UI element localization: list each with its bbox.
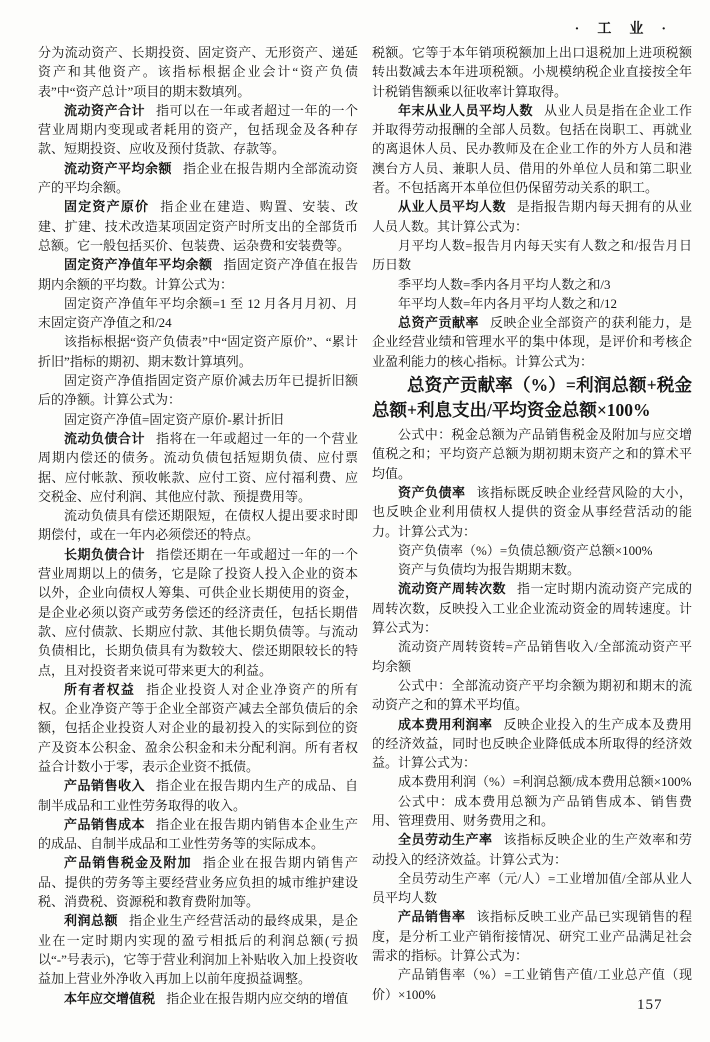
paragraph-text: 全员劳动生产率（元/人）=工业增加值/全部从业人员平均人数 (372, 870, 692, 906)
term-label: 长期负债合计 (64, 546, 145, 562)
term-label: 产品销售税金及附加 (64, 855, 192, 871)
term-label: 资产负债率 (398, 484, 466, 500)
page-number: 157 (637, 997, 663, 1013)
paragraph (38, 43, 358, 101)
term-label: 流动负债合计 (64, 430, 145, 446)
paragraph (372, 373, 692, 423)
paragraph-text: 该指标反映企业的生产效率和劳动投入的经济效益。计算公式为： (372, 832, 692, 867)
paragraph-text: 从业人员是指在企业工作并取得劳动报酬的全部人员数。包括在岗职工、再就业的离退休人员、民办教师及在企业工作的外方人员和港澳台方人员、兼职人员、借用的外单位人员和第二职业者。不包括离开本单位但仍保留劳动关系的职工。 (372, 102, 692, 196)
term-paragraph (38, 911, 358, 988)
term-label: 固定资产净值年平均余额 (64, 257, 213, 273)
term-label: 成本费用利润率 (398, 716, 493, 732)
term-paragraph (372, 313, 692, 371)
paragraph-text: 指企业在报告期内生产的成品、自制半成品和工业性劳务取得的收入。 (38, 778, 358, 813)
paragraph-text: 分为流动资产、长期投资、固定资产、无形资产、递延资产和其他资产。该指标根据企业会计“资产负债表”中“资产总计”项目的期末数填列。 (38, 45, 358, 99)
paragraph-text: 公式中：税金总额为产品销售税金及附加与应交增值税之和；平均资产总额为期初期末资产之和的算术平均值。 (372, 427, 692, 481)
two-column-text-area (38, 43, 692, 1008)
paragraph (38, 410, 358, 429)
paragraph-text: 流动负债具有偿还期限短，在债权人提出要求时即期偿付，或在一年内必须偿还的特点。 (38, 508, 358, 543)
term-paragraph (38, 429, 358, 506)
paragraph-text: 该指标反映工业产品已实现销售的程度，是分析工业产销衔接情况、研究工业产品满足社会需求的指标。计算公式为： (372, 909, 692, 964)
paragraph (372, 425, 692, 483)
term-paragraph (372, 715, 692, 773)
paragraph-text: 季平均人数=季内各月平均人数之和/3 (398, 276, 611, 292)
term-paragraph (372, 830, 692, 869)
paragraph-text: 指固定资产净值在报告期内余额的平均数。计算公式为： (38, 257, 358, 292)
term-paragraph (372, 579, 692, 637)
paragraph-text: 该指标既反映企业经营风险的大小，也反映企业利用债权人提供的资金从事经营活动的能力。计算公式为： (372, 484, 692, 539)
term-label: 本年应交增值税 (64, 990, 156, 1006)
term-paragraph (38, 545, 358, 680)
paragraph-text: 指企业在建造、购置、安装、改建、扩建、技术改造某项固定资产时所支出的全部货币总额。它一般包括买价、包装费、运杂费和安装费等。 (38, 199, 358, 253)
paragraph-text: 指企业生产经营活动的最终成果，是企业在一定时期内实现的盈亏相抵后的利润总额(亏损以“-”号表示)，它等于营业利润加上补贴收入加上投资收益加上营业外净收入再加上以前年度损益调整。 (38, 913, 358, 987)
paragraph-text: 指可以在一年或者超过一年的一个营业周期内变现或者耗用的资产，包括现金及各种存款、短期投资、应收及预付货款、存款等。 (38, 102, 358, 157)
term-label: 利润总额 (64, 913, 118, 929)
term-label: 产品销售成本 (64, 816, 145, 832)
term-paragraph (372, 197, 692, 236)
paragraph-text: 固定资产净值=固定资产原价-累计折旧 (64, 411, 284, 427)
paragraph (372, 236, 692, 275)
left-column (38, 43, 358, 1008)
term-paragraph (38, 159, 358, 198)
paragraph (372, 275, 692, 294)
term-paragraph (38, 101, 358, 159)
paragraph (372, 637, 692, 676)
paragraph-text: 税额。它等于本年销项税额加上出口退税加上进项税额转出数减去本年进项税额。小规模纳税企业直接按全年计税销售额乘以征收率计算取得。 (372, 45, 692, 99)
paragraph-text: 产品销售率（%）=工业销售产值/工业总产值（现价）×100% (372, 967, 692, 1002)
paragraph (38, 294, 358, 333)
term-paragraph (38, 989, 358, 1008)
paragraph-text: 月平均人数=报告月内每天实有人数之和/报告月日历日数 (372, 237, 692, 273)
paragraph-text: 指将在一年或超过一年的一个营业周期内偿还的债务。流动负债包括短期负债、应付票据、应付帐款、预收帐款、应付工资、应付福利费、应交税金、应付利润、其他应付款、预提费用等。 (38, 430, 358, 504)
paragraph-text: 流动资产周转资转=产品销售收入/全部流动资产平均余额 (372, 639, 692, 674)
paragraph-text: 反映企业全部资产的获利能力，是企业经营业绩和管理水平的集中体现，是评价和考核企业盈利能力的核心指标。计算公式为： (372, 315, 692, 369)
term-label: 产品销售收入 (64, 778, 145, 794)
paragraph-text: 指企业在报告期内销售本企业生产的成品、自制半成品和工业性劳务等的实际成本。 (38, 816, 358, 852)
term-label: 产品销售率 (398, 909, 466, 925)
paragraph-text: 资产与负债均为报告期期末数。 (398, 562, 581, 578)
term-paragraph (372, 907, 692, 965)
paragraph (38, 506, 358, 545)
term-paragraph (38, 776, 358, 815)
right-column (372, 43, 692, 1008)
paragraph-text: 公式中：成本费用总额为产品销售成本、销售费用、管理费用、财务费用之和。 (372, 793, 692, 828)
page-header-section-title: · 工 业 · (574, 22, 668, 37)
term-paragraph (372, 483, 692, 541)
term-paragraph (38, 255, 358, 294)
paragraph (372, 294, 692, 313)
paragraph-text: 指企业在报告期内应交纳的增值 (166, 990, 349, 1006)
term-paragraph (38, 853, 358, 911)
term-paragraph (38, 197, 358, 255)
paragraph-text: 指一定时期内流动资产完成的周转次数，反映投入工业企业流动资金的周转速度。计算公式为： (372, 581, 692, 636)
term-label: 流动资产周转次数 (398, 581, 506, 597)
paragraph-text: 指企业在报告期内全部流动资产的平均余额。 (38, 160, 358, 196)
term-label: 总资产贡献率 (398, 315, 479, 331)
paragraph-text: 总资产贡献率（%）=利润总额+税金总额+利息支出/平均资金总额×100% (372, 375, 692, 421)
paragraph (372, 869, 692, 908)
term-paragraph (38, 680, 358, 776)
term-label: 全员劳动生产率 (398, 832, 493, 848)
term-label: 从业人员平均人数 (398, 199, 506, 215)
paragraph-text: 年平均人数=年内各月平均人数之和/12 (398, 295, 617, 311)
paragraph-text: 公式中：全部流动资产平均余额为期初和期末的流动资产之和的算术平均值。 (372, 677, 692, 713)
paragraph-text: 该指标根据“资产负债表”中“固定资产原价”、“累计折旧”指标的期初、期末数计算填列。 (38, 334, 358, 369)
paragraph-text: 反映企业投入的生产成本及费用的经济效益，同时也反映企业降低成本所取得的经济效益。计算公式为： (372, 716, 692, 771)
paragraph-text: 是指报告期内每天拥有的从业人员人数。其计算公式为： (372, 199, 692, 234)
paragraph-text: 固定资产净值年平均余额=1 至 12 月各月月初、月末固定资产净值之和/24 (38, 295, 358, 331)
term-label: 流动资产合计 (64, 102, 145, 118)
paragraph-text: 固定资产净值指固定资产原价减去历年已提折旧额后的净额。计算公式为： (38, 373, 358, 408)
term-label: 流动资产平均余额 (64, 160, 172, 176)
paragraph (372, 43, 692, 101)
paragraph (38, 371, 358, 410)
paragraph (372, 792, 692, 831)
term-paragraph (372, 101, 692, 197)
paragraph-text: 指企业在报告期内销售产品、提供的劳务等主要经营业务应负担的城市维护建设税、消费税、资源税和教育费附加等。 (38, 855, 358, 910)
paragraph-text: 指企业投资人对企业净资产的所有权。企业净资产等于企业全部资产减去全部负债后的余额，包括企业投资人对企业的最初投入的实际到位的资产及资本公积金、盈余公积金和未分配利润。所有者权益合计数小于零，表示企业资不抵债。 (38, 681, 358, 774)
paragraph-text: 资产负债率（%）=负债总额/资产总额×100% (398, 542, 653, 558)
term-label: 年末从业人员平均人数 (398, 102, 533, 118)
term-paragraph (38, 815, 358, 854)
paragraph (372, 560, 692, 579)
paragraph-text: 成本费用利润（%）=利润总额/成本费用总额×100% (398, 774, 692, 790)
paragraph (372, 676, 692, 715)
paragraph-text: 指偿还期在一年或超过一年的一个营业周期以上的债务，它是除了投资人投入企业的资本以外，企业向债权人筹集、可供企业长期使用的资金，是企业必须以资产或劳务偿还的经济责任，包括长期借款、应付债款、长期应付款、其他长期负债等。与流动负债相比，长期负债具有为数较大、偿还期限较长的特点，且对投资者来说可带来更大的利益。 (38, 546, 358, 678)
paragraph (372, 541, 692, 560)
term-label: 固定资产原价 (64, 199, 150, 215)
term-label: 所有者权益 (64, 681, 136, 697)
paragraph (372, 772, 692, 791)
paragraph (38, 332, 358, 371)
